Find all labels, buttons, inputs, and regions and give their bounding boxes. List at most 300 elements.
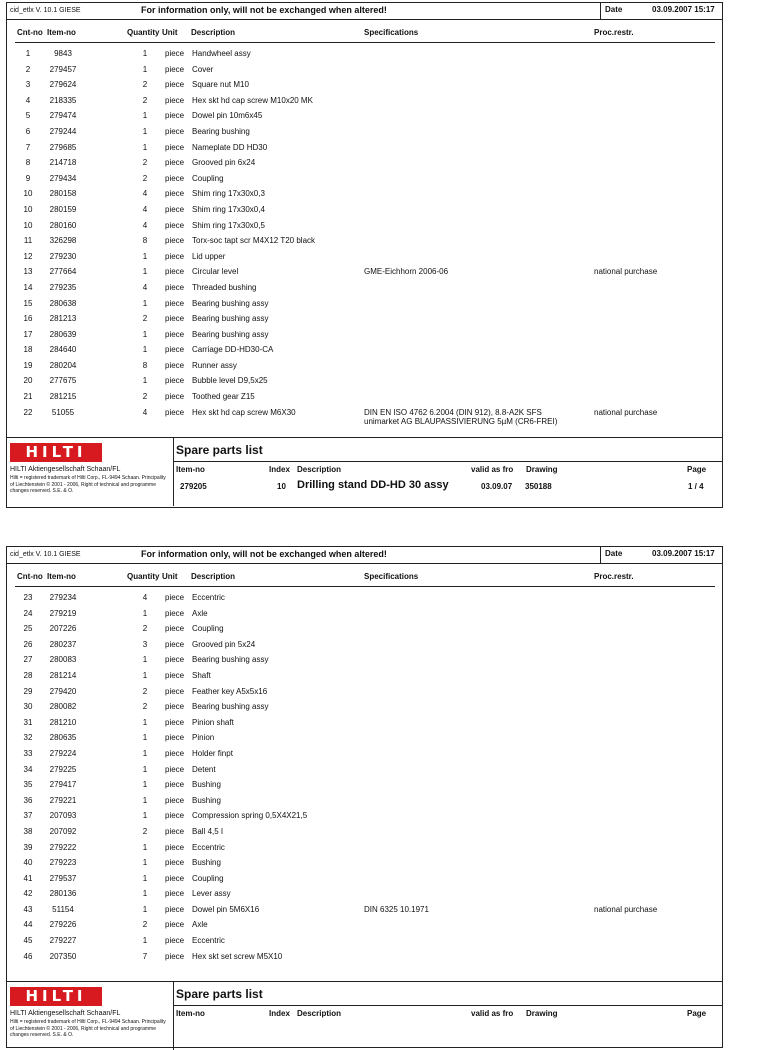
cell-proc-restr: national purchase <box>594 407 658 417</box>
spare-parts-page-2 <box>6 546 723 1048</box>
cell-unit: piece <box>165 873 185 883</box>
table-row <box>7 376 722 392</box>
cell-item-no: 279226 <box>49 920 77 930</box>
cell-quantity: 1 <box>142 655 148 665</box>
table-row <box>7 765 722 781</box>
cell-unit: piece <box>165 904 185 914</box>
cell-cnt-no: 42 <box>23 889 33 899</box>
cell-quantity: 1 <box>142 608 148 618</box>
col-cnt-no: Cnt-no <box>17 572 43 581</box>
cell-proc-restr: national purchase <box>594 904 658 914</box>
cell-description: Coupling <box>192 873 224 883</box>
col-specifications: Specifications <box>364 28 419 37</box>
date-label: Date <box>605 5 623 14</box>
cell-quantity: 1 <box>142 49 148 58</box>
cell-quantity: 4 <box>142 204 148 214</box>
cell-quantity: 2 <box>142 392 148 402</box>
cell-item-no: 279685 <box>49 142 77 152</box>
cell-cnt-no: 12 <box>23 251 33 261</box>
cell-item-no: 277664 <box>49 267 77 277</box>
spare-parts-page-1 <box>6 2 723 508</box>
divider <box>173 1005 722 1006</box>
version-label: cid_etlx V. 10.1 GIESE <box>10 551 81 558</box>
cell-description: Bearing bushing assy <box>192 298 269 308</box>
cell-item-no: 280136 <box>49 889 77 899</box>
cell-cnt-no: 10 <box>23 189 33 199</box>
cell-description: Coupling <box>192 624 224 634</box>
divider <box>600 547 601 563</box>
cell-description: Lid upper <box>192 251 226 261</box>
col-description: Description <box>191 28 236 37</box>
page-footer <box>7 981 722 1050</box>
cell-unit: piece <box>165 49 185 58</box>
footer-head-index: Index <box>269 1009 290 1018</box>
footer-head-index: Index <box>269 465 290 474</box>
cell-description: Bubble level D9,5x25 <box>192 376 268 386</box>
cell-unit: piece <box>165 686 185 696</box>
cell-unit: piece <box>165 920 185 930</box>
cell-cnt-no: 4 <box>25 95 31 105</box>
cell-description: Axle <box>192 920 208 930</box>
cell-quantity: 8 <box>142 360 148 370</box>
cell-quantity: 4 <box>142 282 148 292</box>
cell-cnt-no: 24 <box>23 608 33 618</box>
cell-item-no: 279222 <box>49 842 77 852</box>
col-unit: Unit <box>162 28 178 37</box>
cell-cnt-no: 38 <box>23 826 33 836</box>
cell-unit: piece <box>165 733 185 743</box>
cell-quantity: 2 <box>142 158 148 168</box>
cell-description: Shim ring 17x30x0,4 <box>192 204 265 214</box>
cell-item-no: 280160 <box>49 220 77 230</box>
table-row <box>7 843 722 859</box>
cell-quantity: 1 <box>142 329 148 339</box>
table-row <box>7 205 722 221</box>
cell-specifications: GME-Eichhorn 2006-06 <box>364 267 449 277</box>
cell-cnt-no: 6 <box>25 126 31 136</box>
cell-cnt-no: 19 <box>23 360 33 370</box>
table-row <box>7 158 722 174</box>
cell-proc-restr: national purchase <box>594 267 658 277</box>
cell-cnt-no: 41 <box>23 873 33 883</box>
table-row <box>7 143 722 159</box>
cell-unit: piece <box>165 173 185 183</box>
cell-cnt-no: 32 <box>23 733 33 743</box>
cell-item-no: 281213 <box>49 314 77 324</box>
cell-unit: piece <box>165 329 185 339</box>
hilti-logo: HILTI <box>10 987 102 1006</box>
cell-item-no: 279224 <box>49 748 77 758</box>
cell-item-no: 279221 <box>49 795 77 805</box>
cell-item-no: 207092 <box>49 826 77 836</box>
cell-unit: piece <box>165 95 185 105</box>
cell-quantity: 8 <box>142 236 148 246</box>
cell-cnt-no: 29 <box>23 686 33 696</box>
legal-notice: Hilti = registered trademark of Hilti Corp., FL-9494 Schaan. Principality of Liechtenstein © 2001 - 2006, Right of technical and programme changes reserved. S.E. & O. <box>10 475 166 494</box>
col-unit: Unit <box>162 572 178 581</box>
footer-head-drawing: Drawing <box>526 465 558 474</box>
cell-description: Hex skt hd cap screw M10x20 MK <box>192 95 313 105</box>
cell-cnt-no: 18 <box>23 345 33 355</box>
col-item-no: Item-no <box>47 28 76 37</box>
table-row <box>7 174 722 190</box>
cell-quantity: 1 <box>142 873 148 883</box>
cell-item-no: 279225 <box>49 764 77 774</box>
cell-description: Threaded bushing <box>192 282 257 292</box>
cell-unit: piece <box>165 267 185 277</box>
column-headers <box>7 572 722 584</box>
cell-quantity: 1 <box>142 904 148 914</box>
cell-description: Ball 4,5 I <box>192 826 224 836</box>
cell-item-no: 280159 <box>49 204 77 214</box>
cell-item-no: 51154 <box>52 904 74 914</box>
cell-description: Bearing bushing <box>192 126 250 136</box>
cell-description: Bearing bushing assy <box>192 702 269 712</box>
cell-description: Bushing <box>192 780 221 790</box>
cell-item-no: 281215 <box>49 392 77 402</box>
page-header <box>7 3 722 20</box>
table-row <box>7 796 722 812</box>
cell-unit: piece <box>165 795 185 805</box>
cell-item-no: 279537 <box>49 873 77 883</box>
cell-cnt-no: 37 <box>23 811 33 821</box>
table-row <box>7 920 722 936</box>
table-row <box>7 624 722 640</box>
cell-item-no: 326298 <box>49 236 77 246</box>
table-row <box>7 749 722 765</box>
footer-head-valid: valid as fro <box>471 1009 514 1018</box>
cell-item-no: 279227 <box>49 936 77 946</box>
cell-unit: piece <box>165 251 185 261</box>
cell-item-no: 207350 <box>49 951 77 961</box>
cell-description: Coupling <box>192 173 224 183</box>
cell-description: Toothed gear Z15 <box>192 392 255 402</box>
cell-description: Grooved pin 5x24 <box>192 639 256 649</box>
cell-description: Shim ring 17x30x0,3 <box>192 189 265 199</box>
table-row <box>7 221 722 237</box>
cell-unit: piece <box>165 608 185 618</box>
cell-quantity: 1 <box>142 376 148 386</box>
cell-item-no: 279223 <box>49 858 77 868</box>
doc-title: Spare parts list <box>176 443 263 457</box>
cell-cnt-no: 11 <box>23 236 33 246</box>
cell-quantity: 7 <box>142 951 148 961</box>
cell-cnt-no: 25 <box>23 624 33 634</box>
cell-description: Hex skt set screw M5X10 <box>192 951 283 961</box>
cell-description: Nameplate DD HD30 <box>192 142 268 152</box>
date-value: 03.09.2007 15:17 <box>652 549 715 558</box>
cell-description: Bearing bushing assy <box>192 655 269 665</box>
col-description: Description <box>191 572 236 581</box>
cell-description: Grooved pin 6x24 <box>192 158 256 168</box>
cell-item-no: 51055 <box>51 407 75 417</box>
cell-unit: piece <box>165 220 185 230</box>
cell-description: Carriage DD-HD30-CA <box>192 345 274 355</box>
cell-cnt-no: 23 <box>23 593 33 602</box>
cell-item-no: 279434 <box>49 173 77 183</box>
page-footer <box>7 437 722 506</box>
cell-quantity: 1 <box>142 267 148 277</box>
cell-unit: piece <box>165 126 185 136</box>
cell-unit: piece <box>165 111 185 121</box>
table-row <box>7 330 722 346</box>
table-row <box>7 236 722 252</box>
divider <box>173 438 174 506</box>
table-row <box>7 640 722 656</box>
cell-unit: piece <box>165 407 185 417</box>
cell-description: Shaft <box>192 670 211 680</box>
col-proc-restr: Proc.restr. <box>594 28 634 37</box>
table-row <box>7 827 722 843</box>
cell-cnt-no: 22 <box>23 407 33 417</box>
cell-item-no: 279235 <box>49 282 77 292</box>
cell-item-no: 279234 <box>49 593 77 602</box>
parts-table <box>7 593 722 967</box>
table-row <box>7 702 722 718</box>
cell-cnt-no: 5 <box>25 111 31 121</box>
legal-notice: Hilti = registered trademark of Hilti Corp., FL-9494 Schaan. Principality of Liechtenstein © 2001 - 2006, Right of technical and programme changes reserved. S.E. & O. <box>10 1019 166 1038</box>
table-row <box>7 858 722 874</box>
cell-quantity: 2 <box>142 80 148 90</box>
table-row <box>7 314 722 330</box>
table-row <box>7 345 722 361</box>
cell-quantity: 4 <box>142 593 148 602</box>
cell-quantity: 4 <box>142 407 148 417</box>
col-item-no: Item-no <box>47 572 76 581</box>
cell-item-no: 279230 <box>49 251 77 261</box>
footer-description: Drilling stand DD-HD 30 assy <box>297 479 449 491</box>
date-label: Date <box>605 549 623 558</box>
cell-quantity: 1 <box>142 936 148 946</box>
cell-description: Runner assy <box>192 360 237 370</box>
footer-drawing: 350188 <box>525 482 552 491</box>
parts-table <box>7 49 722 426</box>
cell-cnt-no: 46 <box>23 951 33 961</box>
table-row <box>7 952 722 968</box>
cell-specifications-line2: unimarket AG BLAUPASSIVIERUNG 5µM (CR6-FREI) <box>364 416 558 426</box>
cell-description: Torx-soc tapt scr M4X12 T20 black <box>192 236 316 246</box>
cell-cnt-no: 30 <box>23 702 33 712</box>
cell-cnt-no: 43 <box>23 904 33 914</box>
table-row <box>7 718 722 734</box>
cell-description: Dowel pin 10m6x45 <box>192 111 263 121</box>
cell-quantity: 1 <box>142 345 148 355</box>
cell-cnt-no: 1 <box>25 49 31 58</box>
cell-cnt-no: 9 <box>25 173 31 183</box>
header-rule <box>15 586 715 587</box>
table-row <box>7 65 722 81</box>
table-row <box>7 780 722 796</box>
cell-cnt-no: 31 <box>23 717 33 727</box>
cell-item-no: 280635 <box>49 733 77 743</box>
cell-description: Pinion <box>192 733 215 743</box>
table-row <box>7 49 722 65</box>
cell-description: Eccentric <box>192 842 225 852</box>
footer-head-item: Item-no <box>176 1009 205 1018</box>
cell-item-no: 207093 <box>49 811 77 821</box>
cell-unit: piece <box>165 282 185 292</box>
divider <box>600 3 601 19</box>
cell-description: Compression spring 0,5X4X21,5 <box>192 811 308 821</box>
cell-description: Cover <box>192 64 214 74</box>
version-label: cid_etlx V. 10.1 GIESE <box>10 7 81 14</box>
cell-item-no: 279624 <box>49 80 77 90</box>
date-value: 03.09.2007 15:17 <box>652 5 715 14</box>
cell-quantity: 2 <box>142 624 148 634</box>
cell-item-no: 218335 <box>49 95 77 105</box>
cell-quantity: 2 <box>142 173 148 183</box>
header-rule <box>15 42 715 43</box>
cell-cnt-no: 39 <box>23 842 33 852</box>
cell-unit: piece <box>165 624 185 634</box>
cell-item-no: 281210 <box>49 717 77 727</box>
cell-quantity: 2 <box>142 314 148 324</box>
table-row <box>7 889 722 905</box>
cell-cnt-no: 26 <box>23 639 33 649</box>
table-row <box>7 655 722 671</box>
table-row <box>7 733 722 749</box>
cell-cnt-no: 44 <box>23 920 33 930</box>
cell-unit: piece <box>165 842 185 852</box>
cell-cnt-no: 2 <box>25 64 31 74</box>
cell-cnt-no: 33 <box>23 748 33 758</box>
cell-item-no: 214718 <box>49 158 77 168</box>
cell-unit: piece <box>165 717 185 727</box>
cell-item-no: 280082 <box>49 702 77 712</box>
footer-head-drawing: Drawing <box>526 1009 558 1018</box>
table-row <box>7 905 722 921</box>
table-row <box>7 392 722 408</box>
footer-head-page: Page <box>687 465 707 474</box>
cell-cnt-no: 45 <box>23 936 33 946</box>
cell-quantity: 1 <box>142 733 148 743</box>
cell-unit: piece <box>165 780 185 790</box>
table-row <box>7 299 722 315</box>
cell-item-no: 279417 <box>49 780 77 790</box>
cell-cnt-no: 40 <box>23 858 33 868</box>
info-notice: For information only, will not be exchanged when altered! <box>141 549 387 559</box>
cell-specifications: DIN EN ISO 4762 6.2004 (DIN 912), 8.8-A2K SFS <box>364 407 542 417</box>
cell-quantity: 1 <box>142 670 148 680</box>
cell-cnt-no: 20 <box>23 376 33 386</box>
cell-unit: piece <box>165 158 185 168</box>
cell-unit: piece <box>165 376 185 386</box>
table-row <box>7 111 722 127</box>
cell-description: Detent <box>192 764 216 774</box>
col-quantity: Quantity <box>127 572 160 581</box>
cell-description: Bushing <box>192 795 221 805</box>
cell-description: Square nut M10 <box>192 80 249 90</box>
cell-description: Bearing bushing assy <box>192 329 269 339</box>
table-row <box>7 408 722 424</box>
divider <box>173 461 722 462</box>
cell-cnt-no: 8 <box>25 158 31 168</box>
cell-unit: piece <box>165 392 185 402</box>
table-row <box>7 811 722 827</box>
cell-cnt-no: 10 <box>23 204 33 214</box>
cell-quantity: 1 <box>142 858 148 868</box>
cell-item-no: 207226 <box>49 624 77 634</box>
table-row <box>7 96 722 112</box>
cell-item-no: 279474 <box>49 111 77 121</box>
cell-description: Lever assy <box>192 889 231 899</box>
cell-item-no: 284640 <box>49 345 77 355</box>
cell-unit: piece <box>165 593 185 602</box>
cell-item-no: 281214 <box>49 670 77 680</box>
cell-description: Holder finpt <box>192 748 233 758</box>
cell-item-no: 279244 <box>49 126 77 136</box>
cell-quantity: 1 <box>142 126 148 136</box>
footer-head-description: Description <box>297 1009 342 1018</box>
cell-quantity: 1 <box>142 717 148 727</box>
cell-item-no: 280083 <box>49 655 77 665</box>
cell-item-no: 280204 <box>49 360 77 370</box>
cell-item-no: 279420 <box>49 686 77 696</box>
cell-quantity: 1 <box>142 795 148 805</box>
cell-description: Bushing <box>192 858 221 868</box>
cell-cnt-no: 28 <box>23 670 33 680</box>
cell-item-no: 280237 <box>49 639 77 649</box>
cell-quantity: 2 <box>142 95 148 105</box>
cell-description: Pinion shaft <box>192 717 234 727</box>
cell-unit: piece <box>165 80 185 90</box>
cell-quantity: 1 <box>142 889 148 899</box>
cell-specifications: DIN 6325 10.1971 <box>364 904 429 914</box>
cell-description: Hex skt hd cap screw M6X30 <box>192 407 296 417</box>
col-cnt-no: Cnt-no <box>17 28 43 37</box>
cell-quantity: 1 <box>142 64 148 74</box>
cell-cnt-no: 35 <box>23 780 33 790</box>
cell-item-no: 9843 <box>54 49 72 58</box>
table-row <box>7 593 722 609</box>
footer-valid-from: 03.09.07 <box>481 482 513 491</box>
cell-unit: piece <box>165 936 185 946</box>
cell-item-no: 280638 <box>49 298 77 308</box>
cell-quantity: 1 <box>142 811 148 821</box>
company-name: HILTI Aktiengesellschaft Schaan/FL <box>10 1010 121 1017</box>
footer-head-page: Page <box>687 1009 707 1018</box>
table-row <box>7 687 722 703</box>
cell-quantity: 1 <box>142 142 148 152</box>
cell-quantity: 1 <box>142 842 148 852</box>
table-row <box>7 80 722 96</box>
table-row <box>7 361 722 377</box>
cell-description: Feather key A5x5x16 <box>192 686 268 696</box>
cell-item-no: 280158 <box>49 189 77 199</box>
cell-quantity: 1 <box>142 298 148 308</box>
cell-unit: piece <box>165 702 185 712</box>
cell-description: Eccentric <box>192 593 225 602</box>
cell-unit: piece <box>165 360 185 370</box>
cell-quantity: 1 <box>142 748 148 758</box>
table-row <box>7 609 722 625</box>
footer-item-no: 279205 <box>180 482 207 491</box>
cell-quantity: 1 <box>142 764 148 774</box>
col-proc-restr: Proc.restr. <box>594 572 634 581</box>
cell-unit: piece <box>165 858 185 868</box>
cell-unit: piece <box>165 142 185 152</box>
cell-unit: piece <box>165 764 185 774</box>
cell-item-no: 279457 <box>49 64 77 74</box>
cell-unit: piece <box>165 204 185 214</box>
footer-index: 10 <box>277 482 286 491</box>
cell-cnt-no: 17 <box>23 329 33 339</box>
cell-description: Eccentric <box>192 936 225 946</box>
cell-unit: piece <box>165 298 185 308</box>
cell-unit: piece <box>165 189 185 199</box>
hilti-logo: HILTI <box>10 443 102 462</box>
table-row <box>7 874 722 890</box>
